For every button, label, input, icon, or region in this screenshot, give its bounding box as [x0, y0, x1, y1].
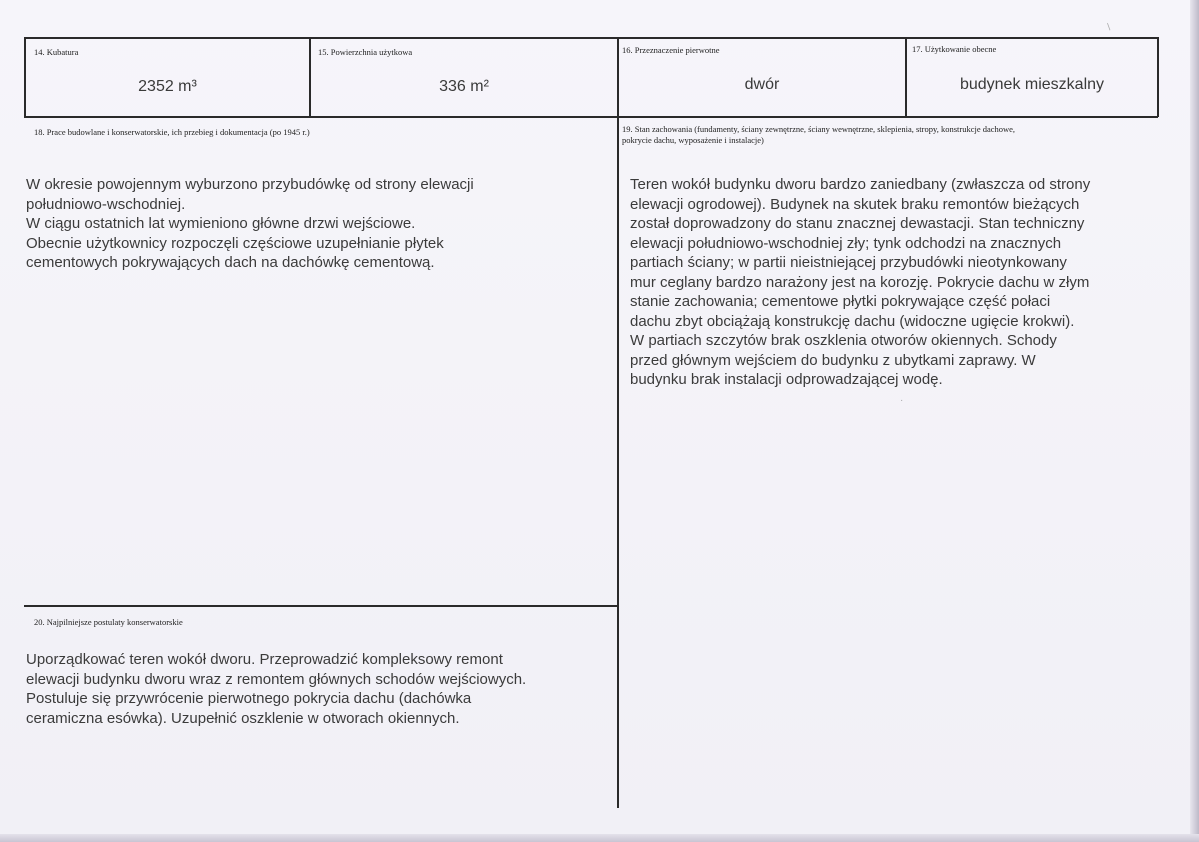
center-divider — [617, 37, 619, 808]
field-19-label: 19. Stan zachowania (fundamenty, ściany zewnętrzne, ściany wewnętrzne, sklepienia, stropy, konstrukcje dachowe, pokrycie dachu, wyposażenie i instalacje) — [622, 124, 1016, 145]
pencil-mark: · — [900, 395, 904, 406]
field-16-label: 16. Przeznaczenie pierwotne — [622, 45, 720, 55]
field-18-label: 18. Prace budowlane i konserwatorskie, ich przebieg i dokumentacja (po 1945 r.) — [34, 127, 310, 137]
row1-bottom-border — [24, 116, 1158, 118]
right-border — [1157, 37, 1159, 117]
field-17-value: budynek mieszkalny — [959, 76, 1105, 93]
field-14-value: 2352 m³ — [138, 78, 197, 95]
field-19-text: Teren wokół budynku dworu bardzo zaniedbany (zwłaszcza od strony elewacji ogrodowej). Budynek na skutek braku remontów bieżących został doprowadzony do stanu znacznej dewastacji. Stan techniczny elewacji południowo-wschodniej zły; tynk odchodzi na znacznych partiach ściany; w partii nieistniejącej przybudówki nieotynkowany mur ceglany bardzo narażony jest na korozję. Pokrycie dachu w złym stanie zachowania; cementowe płytki pokrywające część połaci dachu zbyt obciążają konstrukcję dachu (widoczne ugięcie krokwi). W partiach szczytów brak oszklenia otworów okiennych. Schody przed głównym wejściem do budynku z ubytkami zaprawy. W budynku brak instalacji odprowadzającej wodę. — [630, 176, 1091, 388]
paper-edge-bottom — [0, 834, 1199, 842]
section20-top-border — [24, 605, 619, 607]
field-14-label: 14. Kubatura — [34, 47, 79, 57]
paper-edge-right — [1190, 0, 1199, 842]
divider-14-15 — [309, 37, 311, 117]
field-15-label: 15. Powierzchnia użytkowa — [318, 47, 413, 57]
field-20-label: 20. Najpilniejsze postulaty konserwatorskie — [34, 617, 183, 627]
field-16-value: dwór — [744, 76, 780, 93]
field-18-text: W okresie powojennym wyburzono przybudówkę od strony elewacji południowo-wschodniej. W ciągu ostatnich lat wymieniono główne drzwi wejściowe. Obecnie użytkownicy rozpoczęli częściowe uzupełnianie płytek cementowych pokrywających dach na dachówkę cementową. — [26, 176, 474, 271]
field-20-text: Uporządkować teren wokół dworu. Przeprowadzić kompleksowy remont elewacji budynku dworu wraz z remontem głównych schodów wejściowych. Postuluje się przywrócenie pierwotnego pokrycia dachu (dachówka ceramiczna esówka). Uzupełnić oszklenie w otworach okiennych. — [26, 651, 527, 727]
pencil-mark: / — [1105, 22, 1114, 33]
field-17-label: 17. Użytkowanie obecne — [912, 44, 997, 54]
top-border — [24, 37, 1158, 39]
left-border — [24, 37, 26, 117]
field-15-value: 336 m² — [439, 78, 489, 95]
